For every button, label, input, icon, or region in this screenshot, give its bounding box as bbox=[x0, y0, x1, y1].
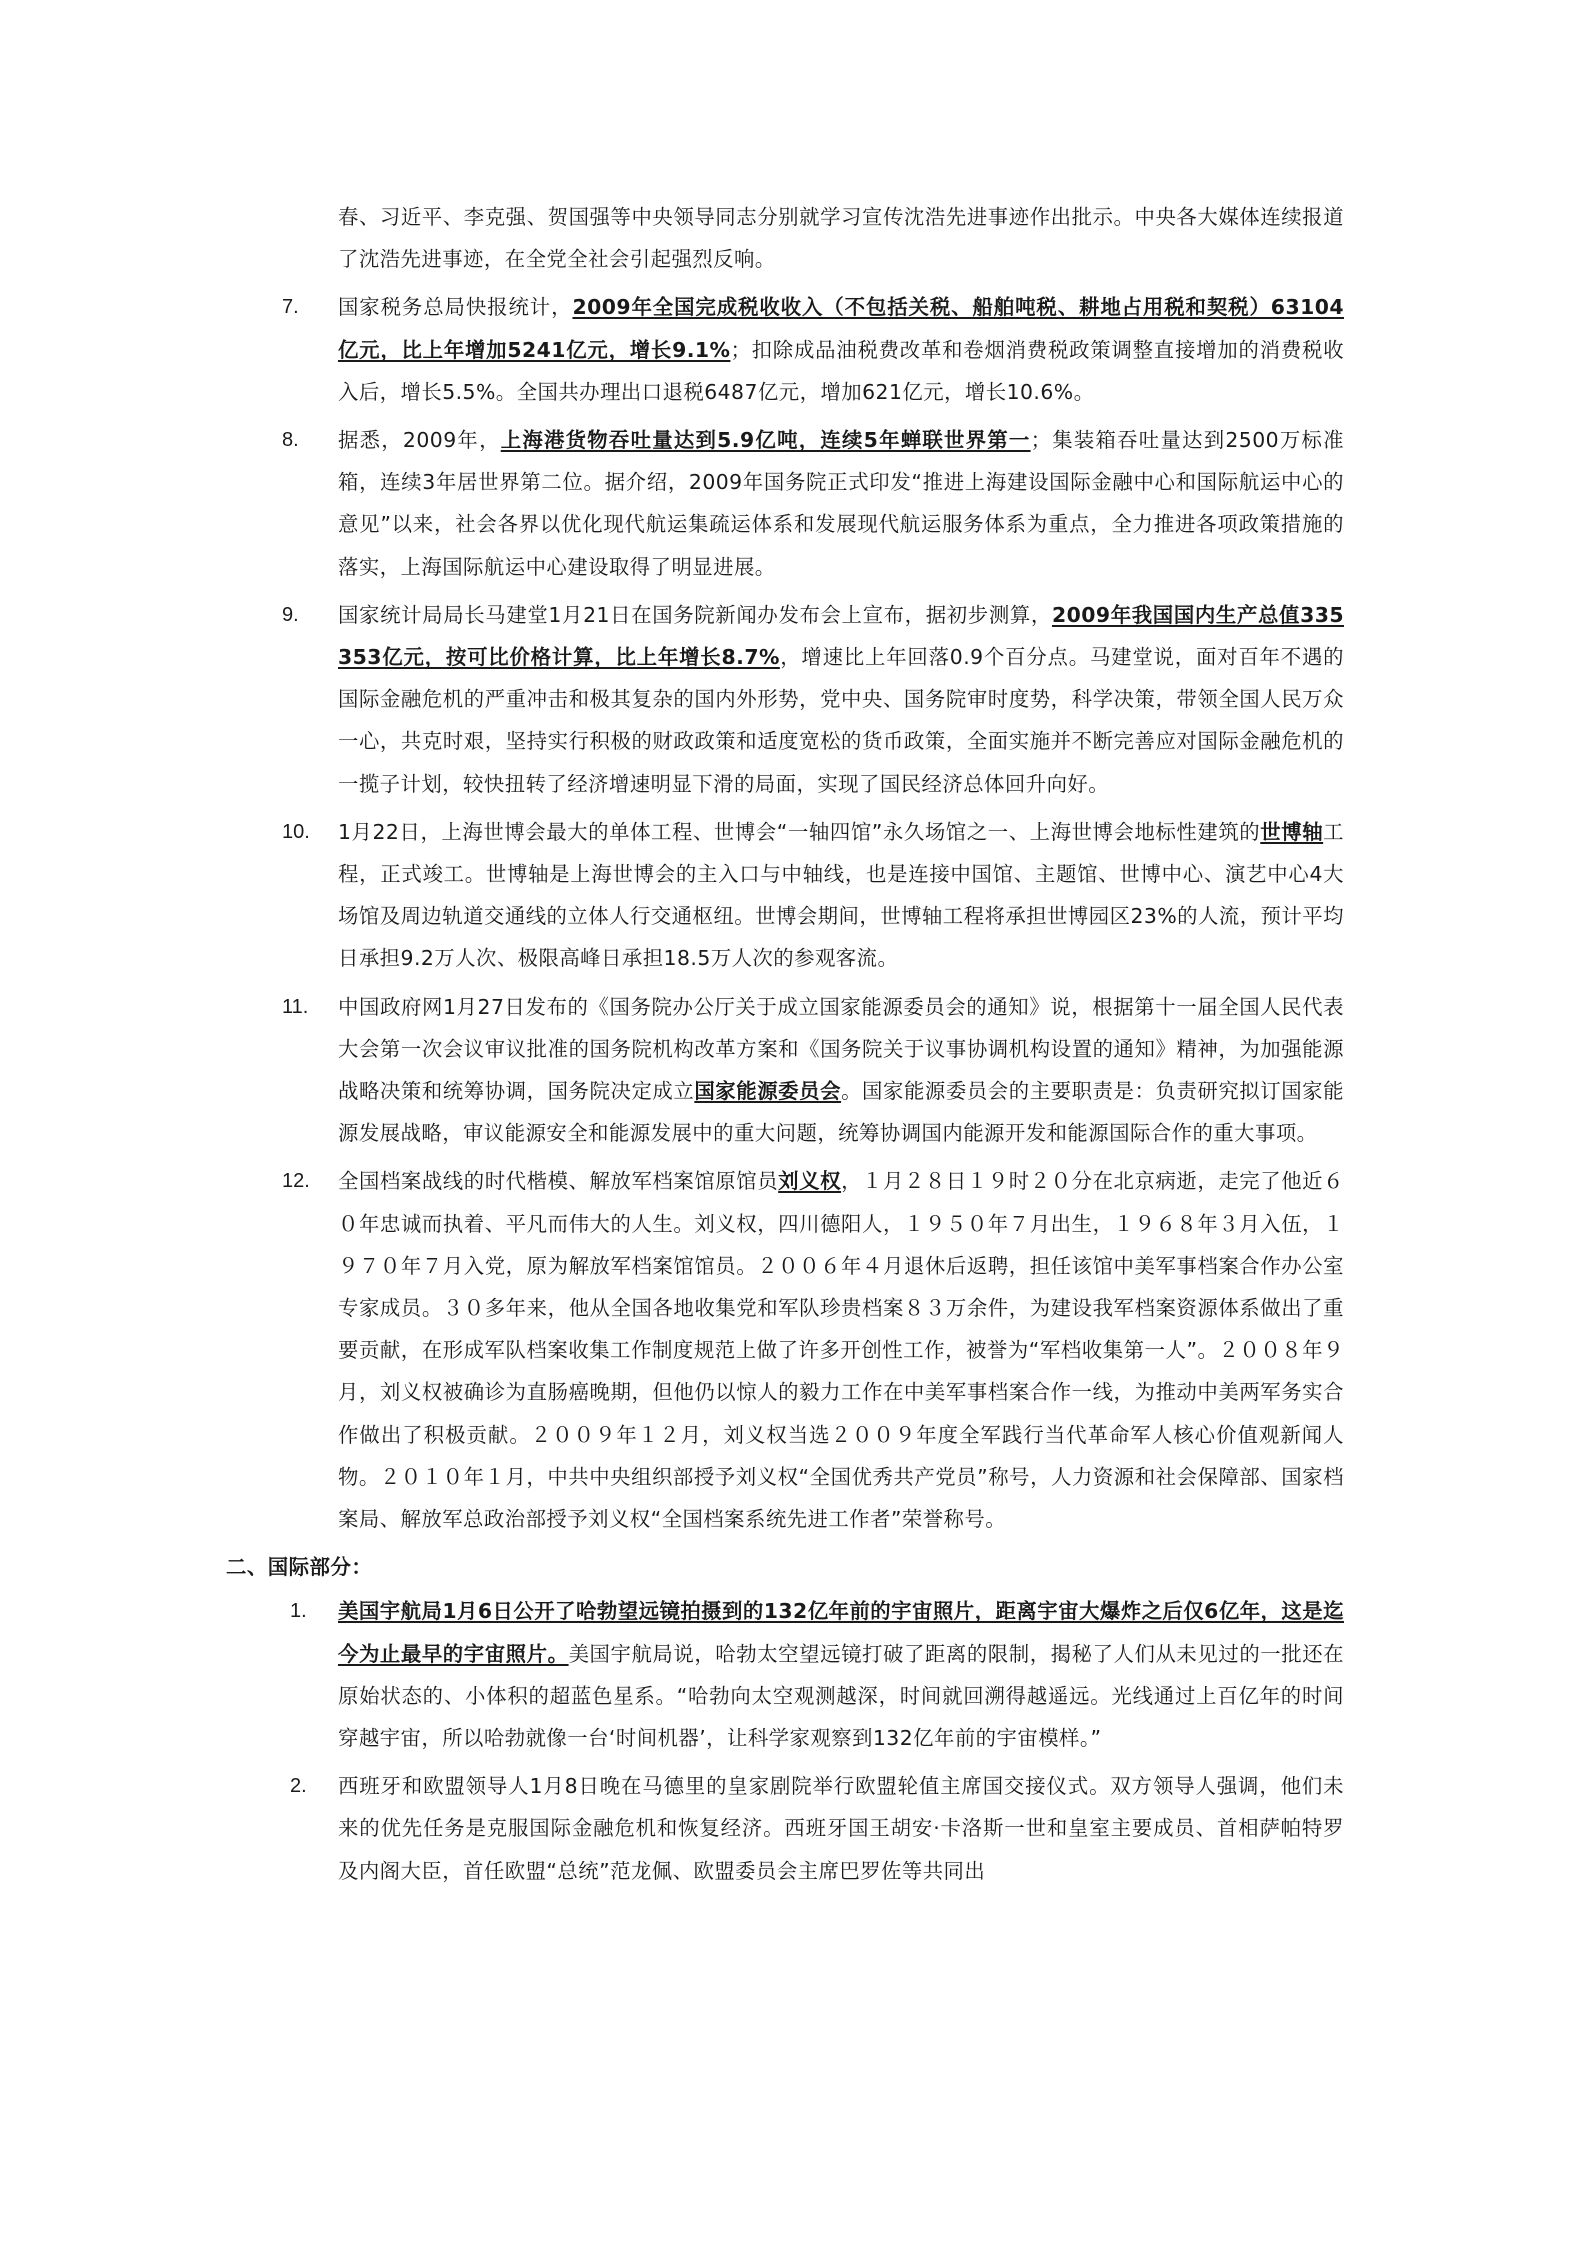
list-item-text bbox=[338, 286, 1344, 413]
list-item-text bbox=[338, 1160, 1344, 1540]
highlighted-key-fact: 世博轴 bbox=[1260, 819, 1324, 844]
section-heading-international: 二、国际部分： bbox=[226, 1555, 373, 1580]
list-item-text bbox=[338, 594, 1344, 805]
document-body bbox=[226, 196, 1345, 1898]
highlighted-key-fact: 刘义权 bbox=[778, 1169, 842, 1194]
text-segment: ；扣除成品油税费改革和卷烟消费税政策调整直接增加的消费税收入后，增长5.5%。全国共办理出口退税6487亿元，增加621亿元，增长10.6%。 bbox=[338, 337, 1344, 404]
text-segment: 国家统计局局长马建堂1月21日在国务院新闻办发布会上宣布，据初步测算， bbox=[338, 602, 1052, 627]
list-item-number: 1. bbox=[290, 1600, 307, 1623]
highlighted-key-fact: 国家能源委员会 bbox=[694, 1079, 842, 1104]
list-item-number: 7. bbox=[282, 296, 299, 319]
list-item-text bbox=[338, 986, 1344, 1155]
text-segment: 美国宇航局说，哈勃太空望远镜打破了距离的限制，揭秘了人们从未见过的一批还在原始状态的、小体积的超蓝色星系。“哈勃向太空观测越深，时间就回溯得越遥远。光线通过上百亿年的时间穿越宇宙，所以哈勃就像一台‘时间机器’，让科学家观察到132亿年前的宇宙模样。” bbox=[338, 1641, 1344, 1750]
text-segment: 。国家能源委员会的主要职责是：负责研究拟订国家能源发展战略，审议能源安全和能源发展中的重大问题，统筹协调国内能源开发和能源国际合作的重大事项。 bbox=[338, 1079, 1344, 1146]
list-item-number: 2. bbox=[290, 1775, 307, 1798]
text-segment: 西班牙和欧盟领导人1月8日晚在马德里的皇家剧院举行欧盟轮值主席国交接仪式。双方领导人强调，他们未来的优先任务是克服国际金融危机和恢复经济。西班牙国王胡安·卡洛斯一世和皇室主要成员、首相萨帕特罗及内阁大臣，首任欧盟“总统”范龙佩、欧盟委员会主席巴罗佐等共同出 bbox=[338, 1774, 1344, 1883]
continued-paragraph bbox=[282, 196, 1344, 280]
text-segment: 全国档案战线的时代楷模、解放军档案馆原馆员 bbox=[338, 1169, 779, 1194]
list-item-text bbox=[338, 1765, 1344, 1892]
list-item-number: 8. bbox=[282, 429, 299, 452]
list-item-number: 12. bbox=[282, 1170, 310, 1193]
list-item-number: 11. bbox=[282, 995, 309, 1018]
international-news-list bbox=[282, 1590, 1344, 1891]
text-segment: ，１月２８日１９时２０分在北京病逝，走完了他近６０年忠诚而执着、平凡而伟大的人生。刘义权，四川德阳人，１９５０年７月出生，１９６８年３月入伍，１９７０年７月入党，原为解放军档案馆馆员。２００６年４月退休后返聘，担任该馆中美军事档案合作办公室专家成员。３０多年来，他从全国各地收集党和军队珍贵档案８３万余件，为建设我军档案资源体系做出了重要贡献，在形成军队档案收集工作制度规范上做了许多开创性工作，被誉为“军档收集第一人”。２００８年９月，刘义权被确诊为直肠癌晚期，但他仍以惊人的毅力工作在中美军事档案合作一线，为推动中美两军务实合作做出了积极贡献。２００９年１２月，刘义权当选２００９年度全军践行当代革命军人核心价值观新闻人物。２０１０年１月，中共中央组织部授予刘义权“全国优秀共产党员”称号，人力资源和社会保障部、国家档案局、解放军总政治部授予刘义权“全国档案系统先进工作者”荣誉称号。 bbox=[338, 1169, 1344, 1532]
list-item bbox=[282, 986, 1344, 1155]
list-item bbox=[282, 811, 1344, 980]
list-item-text bbox=[338, 811, 1344, 980]
list-item bbox=[282, 1160, 1344, 1540]
list-item bbox=[282, 1590, 1344, 1759]
list-item bbox=[282, 286, 1344, 413]
list-item-text bbox=[338, 419, 1344, 588]
highlighted-key-fact: 2009年我国国内生产总值335353亿元，按可比价格计算，比上年增长8.7% bbox=[338, 602, 1344, 670]
list-item-number: 9. bbox=[282, 603, 299, 626]
text-segment: 工程，正式竣工。世博轴是上海世博会的主入口与中轴线，也是连接中国馆、主题馆、世博中心、演艺中心4大场馆及周边轨道交通线的立体人行交通枢纽。世博会期间，世博轴工程将承担世博园区23%的人流，预计平均日承担9.2万人次、极限高峰日承担18.5万人次的参观客流。 bbox=[338, 819, 1344, 971]
text-segment: ，增速比上年回落0.9个百分点。马建堂说，面对百年不遇的国际金融危机的严重冲击和极其复杂的国内外形势，党中央、国务院审时度势，科学决策，带领全国人民万众一心，共克时艰，坚持实行积极的财政政策和适度宽松的货币政策，全面实施并不断完善应对国际金融危机的一揽子计划，较快扭转了经济增速明显下滑的局面，实现了国民经济总体回升向好。 bbox=[338, 645, 1344, 796]
domestic-news-list bbox=[282, 286, 1344, 1540]
highlighted-key-fact: 美国宇航局1月6日公开了哈勃望远镜拍摄到的132亿年前的宇宙照片，距离宇宙大爆炸之后仅6亿年，这是迄今为止最早的宇宙照片。 bbox=[338, 1599, 1344, 1666]
text-segment: ；集装箱吞吐量达到2500万标准箱，连续3年居世界第二位。据介绍，2009年国务院正式印发“推进上海建设国际金融中心和国际航运中心的意见”以来，社会各界以优化现代航运集疏运体系和发展现代航运服务体系为重点，全力推进各项政策措施的落实，上海国际航运中心建设取得了明显进展。 bbox=[338, 428, 1345, 579]
text-segment: 据悉，2009年， bbox=[338, 428, 501, 453]
continued-text: 春、习近平、李克强、贺国强等中央领导同志分别就学习宣传沈浩先进事迹作出批示。中央各大媒体连续报道了沈浩先进事迹，在全党全社会引起强烈反响。 bbox=[338, 205, 1344, 272]
list-item-text bbox=[338, 1590, 1344, 1759]
text-segment: 国家税务总局快报统计， bbox=[338, 295, 573, 320]
text-segment: 1月22日，上海世博会最大的单体工程、世博会“一轴四馆”永久场馆之一、上海世博会地标性建筑的 bbox=[338, 819, 1261, 844]
list-item bbox=[282, 419, 1344, 588]
highlighted-key-fact: 2009年全国完成税收收入（不包括关税、船舶吨税、耕地占用税和契税）63104亿元，比上年增加5241亿元，增长9.1% bbox=[338, 295, 1344, 362]
list-item-number: 10. bbox=[282, 820, 310, 843]
highlighted-key-fact: 上海港货物吞吐量达到5.9亿吨，连续5年蝉联世界第一 bbox=[500, 428, 1031, 453]
text-segment: 中国政府网1月27日发布的《国务院办公厅关于成立国家能源委员会的通知》说，根据第十一届全国人民代表大会第一次会议审议批准的国务院机构改革方案和《国务院关于议事协调机构设置的通知》精神，为加强能源战略决策和统筹协调，国务院决定成立 bbox=[338, 994, 1344, 1104]
list-item bbox=[282, 1765, 1344, 1892]
list-item bbox=[282, 594, 1344, 805]
